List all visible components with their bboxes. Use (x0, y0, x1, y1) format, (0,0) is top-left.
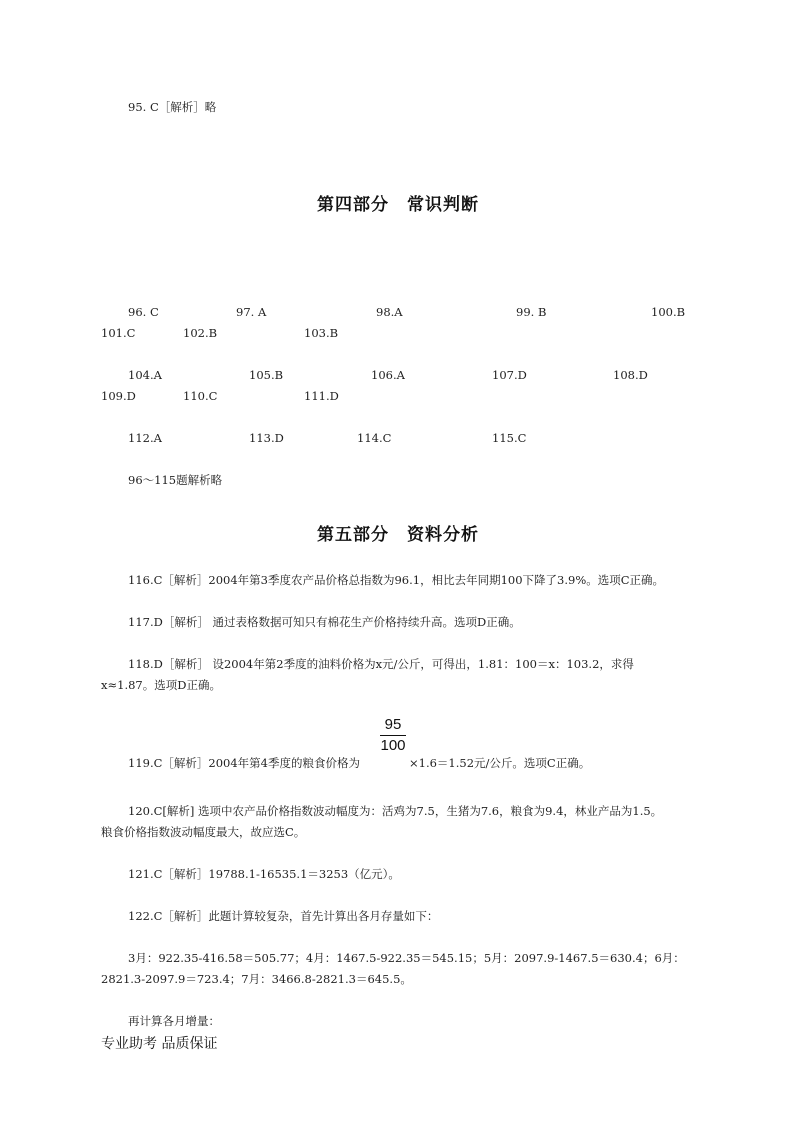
calc-line1: 3月：922.35-416.58＝505.77；4月：1467.5-922.35＝545.15；5月：2097.9-1467.5＝630.4；6月： (128, 951, 685, 965)
explanation-120-line2: 粮食价格指数波动幅度最大，故应选C。 (101, 825, 306, 839)
answer-108: 108.D (613, 368, 648, 382)
fraction-denominator: 100 (380, 737, 406, 754)
explanation-120-line1: 120.C[解析] 选项中农产品价格指数波动幅度为：活鸡为7.5，生猪为7.6，粮食为9.4，林业产品为1.5。 (128, 804, 663, 818)
answer-104: 104.A (128, 368, 162, 382)
answer-109: 109.D (101, 389, 136, 403)
fraction-bar (380, 735, 406, 736)
answer-97: 97. A (236, 305, 267, 319)
answer-107: 107.D (492, 368, 527, 382)
section-4-title: 第四部分 常识判断 (317, 195, 479, 215)
answer-110: 110.C (183, 389, 218, 403)
answer-115: 115.C (492, 431, 527, 445)
explanation-117: 117.D［解析］ 通过表格数据可知只有棉花生产价格持续升高。选项D正确。 (128, 615, 521, 629)
answer-114: 114.C (357, 431, 392, 445)
answer-112: 112.A (128, 431, 162, 445)
answer-111: 111.D (304, 389, 339, 403)
explanation-119-after: ×1.6＝1.52元/公斤。选项C正确。 (409, 756, 591, 770)
answer-103: 103.B (304, 326, 339, 340)
answer-113: 113.D (249, 431, 284, 445)
calc-next: 再计算各月增量： (128, 1014, 220, 1028)
fraction-95-over-100 (380, 716, 406, 755)
explanation-121: 121.C［解析］19788.1-16535.1＝3253（亿元）。 (128, 867, 400, 881)
explanation-119-before: 119.C［解析］2004年第4季度的粮食价格为 (128, 756, 360, 770)
answer-99: 99. B (516, 305, 547, 319)
explanation-116: 116.C［解析］2004年第3季度农产品价格总指数为96.1，相比去年同期100下降了3.9%。选项C正确。 (128, 573, 665, 587)
explanation-118-line2: x≈1.87。选项D正确。 (101, 678, 221, 692)
footer-slogan: 专业助考 品质保证 (101, 1036, 218, 1052)
answer-106: 106.A (371, 368, 405, 382)
answer-102: 102.B (183, 326, 218, 340)
explanation-118-line1: 118.D［解析］ 设2004年第2季度的油料价格为x元/公斤，可得出，1.81：100＝x：103.2，求得 (128, 657, 634, 671)
calc-line2: 2821.3-2097.9＝723.4；7月：3466.8-2821.3＝645.5。 (101, 972, 412, 986)
answer-95: 95. C［解析］略 (128, 100, 217, 114)
answer-98: 98.A (376, 305, 403, 319)
answer-100: 100.B (651, 305, 686, 319)
answer-101: 101.C (101, 326, 136, 340)
explanation-122: 122.C［解析］此题计算较复杂，首先计算出各月存量如下： (128, 909, 439, 923)
answer-105: 105.B (249, 368, 284, 382)
answer-96: 96. C (128, 305, 159, 319)
fraction-numerator: 95 (384, 716, 402, 733)
section-4-note: 96～115题解析略 (128, 473, 223, 487)
section-5-title: 第五部分 资料分析 (317, 525, 479, 545)
